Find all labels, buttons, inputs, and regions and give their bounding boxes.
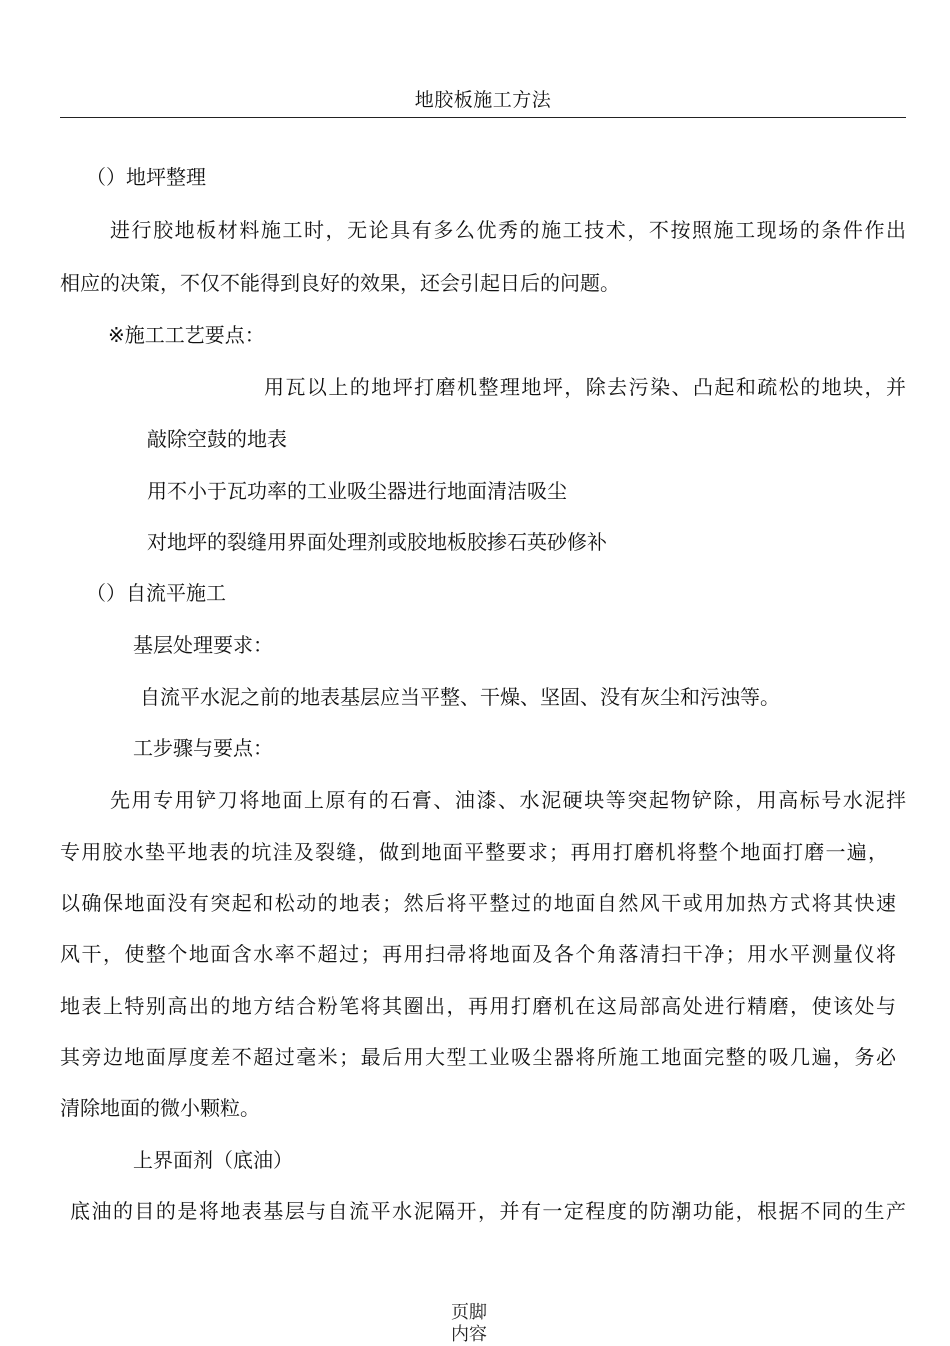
primer-label: 上界面剂（底油） <box>133 1148 293 1172</box>
list-item: 用不小于瓦功率的工业吸尘器进行地面清洁吸尘 <box>147 479 567 503</box>
paragraph-line: 其旁边地面厚度差不超过毫米；最后用大型工业吸尘器将所施工地面完整的吸几遍，务必 <box>60 1045 896 1069</box>
base-requirement-label: 基层处理要求： <box>133 633 273 657</box>
paragraph-line: 进行胶地板材料施工时，无论具有多么优秀的施工技术，不按照施工现场的条件作出 <box>110 218 906 242</box>
paragraph-line: 以确保地面没有突起和松动的地表；然后将平整过的地面自然风干或用加热方式将其快速 <box>60 891 896 915</box>
page-footer <box>0 1302 938 1346</box>
document-title: 地胶板施工方法 <box>414 89 552 111</box>
list-item: 用瓦以上的地坪打磨机整理地坪，除去污染、凸起和疏松的地块，并 <box>264 375 906 399</box>
footer-line: 页脚 <box>451 1302 487 1323</box>
steps-label: 工步骤与要点： <box>133 736 273 760</box>
paragraph-line: 先用专用铲刀将地面上原有的石膏、油漆、水泥硬块等突起物铲除，用高标号水泥拌 <box>110 788 906 812</box>
list-item: 对地坪的裂缝用界面处理剂或胶地板胶掺石英砂修补 <box>147 530 607 554</box>
paragraph-line: 专用胶水垫平地表的坑洼及裂缝，做到地面平整要求；再用打磨机将整个地面打磨一遍， <box>60 840 888 864</box>
list-item: 敲除空鼓的地表 <box>147 427 287 451</box>
base-requirement-text: 自流平水泥之前的地表基层应当平整、干燥、坚固、没有灰尘和污浊等。 <box>140 685 780 709</box>
section-heading-floor-prep: （）地坪整理 <box>86 165 206 189</box>
paragraph-line: 相应的决策，不仅不能得到良好的效果，还会引起日后的问题。 <box>60 271 620 295</box>
key-points-label: ※施工工艺要点： <box>108 323 265 347</box>
paragraph-line: 清除地面的微小颗粒。 <box>60 1096 260 1120</box>
paragraph-line: 底油的目的是将地表基层与自流平水泥隔开，并有一定程度的防潮功能，根据不同的生产 <box>70 1199 906 1223</box>
footer-line: 内容 <box>451 1324 487 1345</box>
section-heading-self-leveling: （）自流平施工 <box>86 581 226 605</box>
paragraph-line: 风干，使整个地面含水率不超过；再用扫帚将地面及各个角落清扫干净；用水平测量仪将 <box>60 942 896 966</box>
header-divider <box>60 117 906 118</box>
paragraph-line: 地表上特别高出的地方结合粉笔将其圈出，再用打磨机在这局部高处进行精磨，使该处与 <box>60 994 896 1018</box>
